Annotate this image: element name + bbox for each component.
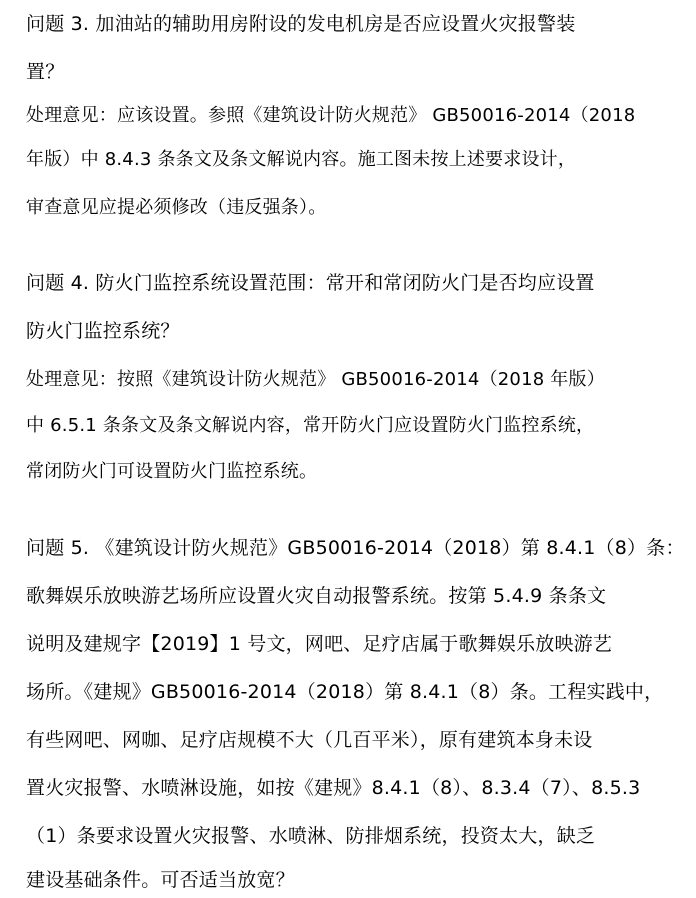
- question-5-line-2: 歌舞娱乐放映游艺场所应设置火灾自动报警系统。按第 5.4.9 条条文: [26, 585, 607, 607]
- question-5-line-7: （1）条要求设置火灾报警、水喷淋、防排烟系统，投资太大，缺乏: [26, 825, 596, 847]
- question-5-line-6: 置火灾报警、水喷淋设施，如按《建规》8.4.1（8）、8.3.4（7）、8.5.3: [26, 777, 641, 799]
- question-5-line-1: 问题 5. 《建筑设计防火规范》GB50016-2014（2018）第 8.4.1（8）条：: [26, 537, 685, 559]
- question-5-line-4: 场所。《建规》GB50016-2014（2018）第 8.4.1（8）条。工程实践中，: [26, 681, 664, 703]
- answer-4-line-3: 常闭防火门可设置防火门监控系统。: [26, 461, 318, 482]
- question-4-line-2: 防火门监控系统？: [26, 320, 180, 342]
- question-5-line-8: 建设基础条件。可否适当放宽？: [26, 869, 295, 891]
- answer-3-line-1: 处理意见：应该设置。参照《建筑设计防火规范》 GB50016-2014（2018: [26, 105, 636, 126]
- question-5-line-5: 有些网吧、网咖、足疗店规模不大（几百平米），原有建筑本身未设: [26, 729, 593, 751]
- answer-4-line-1: 处理意见：按照《建筑设计防火规范》 GB50016-2014（2018 年版）: [26, 369, 605, 390]
- answer-3-line-2: 年版）中 8.4.3 条条文及条文解说内容。施工图未按上述要求设计，: [26, 149, 577, 170]
- question-5-line-3: 说明及建规字【2019】1 号文，网吧、足疗店属于歌舞娱乐放映游艺: [26, 633, 613, 655]
- answer-4-line-2: 中 6.5.1 条条文及条文解说内容，常开防火门应设置防火门监控系统，: [26, 415, 595, 436]
- answer-3-line-3: 审查意见应提必须修改（违反强条）。: [26, 197, 327, 218]
- question-4-line-1: 问题 4. 防火门监控系统设置范围：常开和常闭防火门是否均应设置: [26, 272, 595, 294]
- question-3-line-1: 问题 3. 加油站的辅助用房附设的发电机房是否应设置火灾报警装: [26, 13, 576, 35]
- question-3-line-2: 置？: [26, 61, 65, 83]
